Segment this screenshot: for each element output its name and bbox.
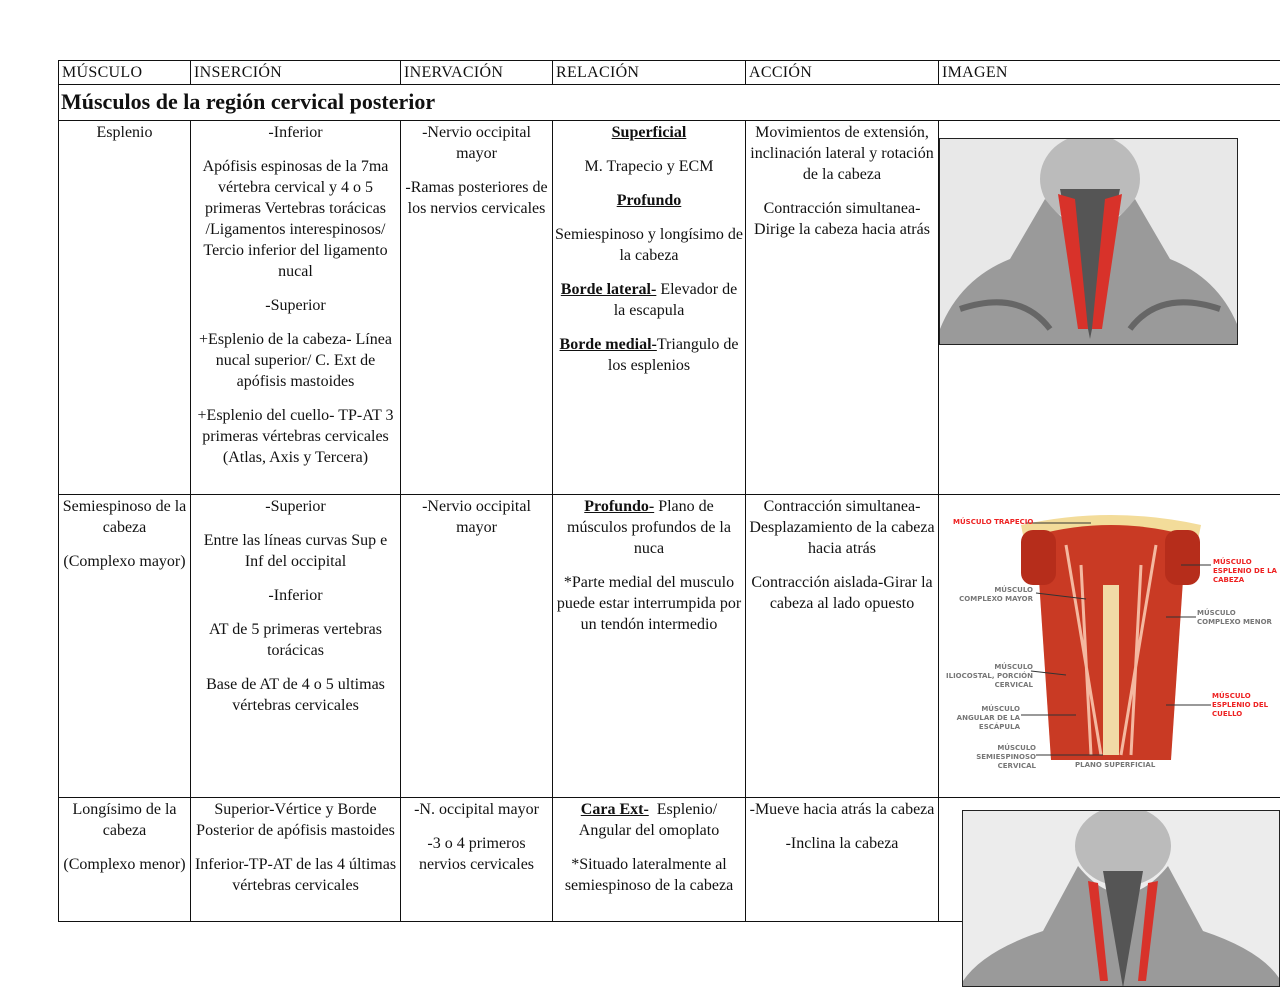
text: -Mueve hacia atrás la cabeza [749,801,935,818]
text: -Inferior [268,587,323,604]
cell-musculo [58,494,191,798]
semispinalis-image [941,505,1280,775]
label-semiespinoso-cervical: MÚSCULO SEMIESPINOSO CERVICAL [976,744,1036,770]
text: Apófisis espinosas de la 7ma vértebra cervical y 4 o 5 primeras Vertebras torácicas /Ligamentos interespinosos/ Tercio inferior del ligamento nucal [202,158,389,280]
label-trapecio: MÚSCULO TRAPECIO [953,518,1034,526]
cell-insercion [190,120,401,495]
heading: Superficial [611,124,687,141]
heading: Profundo [616,192,682,209]
text: Entre las líneas curvas Sup e Inf del occipital [203,532,388,570]
heading: Profundo- [584,498,655,515]
header-imagen: IMAGEN [938,60,1280,85]
cell-relacion [552,494,746,798]
text: -Inferior [268,124,323,141]
text: Elevador de la escapula [613,281,738,319]
label-esplenio-cabeza: MÚSCULO ESPLENIO DE LA CABEZA [1213,558,1277,584]
heading: Borde lateral- [560,281,657,298]
text: -Nervio occipital mayor [422,498,531,536]
text: AT de 5 primeras vertebras torácicas [209,621,382,659]
heading: Cara Ext- [580,801,649,818]
muscle-name: Esplenio [96,124,153,141]
cell-accion [745,120,939,495]
text: -Inclina la cabeza [785,835,899,852]
label-complexo-menor: MÚSCULO COMPLEXO MENOR [1197,609,1272,626]
cell-accion [745,494,939,798]
text: +Esplenio del cuello- TP-AT 3 primeras vértebras cervicales (Atlas, Axis y Tercera) [197,407,394,466]
muscle-alias: (Complexo mayor) [63,553,186,570]
header-musculo: MÚSCULO [58,60,191,85]
muscle-alias: (Complexo menor) [63,856,186,873]
text: -3 o 4 primeros nervios cervicales [418,835,535,873]
header-inervacion: INERVACIÓN [400,60,553,85]
cell-accion [745,797,939,922]
text: Plano de músculos profundos de la nuca [567,498,731,557]
text: Base de AT de 4 o 5 ultimas vértebras cervicales [206,676,385,714]
label-angular: MÚSCULO ANGULAR DE LA ESCÁPULA [956,705,1020,731]
label-esplenio-cuello: MÚSCULO ESPLENIO DEL CUELLO [1212,692,1269,718]
longissimus-image [962,810,1280,987]
splenius-image [939,138,1238,345]
text: -Ramas posteriores de los nervios cervicales [405,179,548,217]
cell-insercion [190,797,401,922]
text: Contracción simultanea- Dirige la cabeza hacia atrás [754,200,930,238]
label-plano-superficial: PLANO SUPERFICIAL [1075,761,1156,769]
text: +Esplenio de la cabeza- Línea nucal superior/ C. Ext de apófisis mastoides [199,331,392,390]
text: *Situado lateralmente al semiespinoso de la cabeza [564,856,734,894]
cell-relacion [552,797,746,922]
text: -Superior [265,297,326,314]
header-relacion: RELACIÓN [552,60,746,85]
text: Inferior-TP-AT de las 4 últimas vértebras cervicales [194,856,397,894]
cell-insercion [190,494,401,798]
header-accion: ACCIÓN [745,60,939,85]
text: -N. occipital mayor [414,801,539,818]
text: Semiespinoso y longísimo de la cabeza [555,226,743,264]
text: *Parte medial del musculo puede estar interrumpida por un tendón intermedio [556,574,742,633]
label-complexo-mayor: MÚSCULO COMPLEXO MAYOR [959,586,1033,603]
text: Contracción aislada-Girar la cabeza al lado opuesto [751,574,933,612]
muscle-name: Longísimo de la cabeza [72,801,177,839]
text: Esplenio/ Angular del omoplato [578,801,721,839]
cell-musculo [58,797,191,922]
muscle-name: Semiespinoso de la cabeza [62,498,187,536]
text: Triangulo de los esplenios [607,336,739,374]
cell-musculo [58,120,191,495]
text: M. Trapecio y ECM [584,158,714,175]
cell-inervacion [400,797,553,922]
cell-inervacion [400,120,553,495]
heading: Borde medial- [559,336,657,353]
text: Contracción simultanea- Desplazamiento de la cabeza hacia atrás [749,498,935,557]
text: -Nervio occipital mayor [422,124,531,162]
section-title: Músculos de la región cervical posterior [58,84,1280,121]
text: -Superior [265,498,326,515]
cell-inervacion [400,494,553,798]
cell-relacion [552,120,746,495]
text: Movimientos de extensión, inclinación lateral y rotación de la cabeza [750,124,934,183]
header-insercion: INSERCIÓN [190,60,401,85]
text: Superior-Vértice y Borde Posterior de apófisis mastoides [196,801,395,839]
label-iliocostal: MÚSCULO ILIOCOSTAL, PORCIÓN CERVICAL [946,663,1033,689]
